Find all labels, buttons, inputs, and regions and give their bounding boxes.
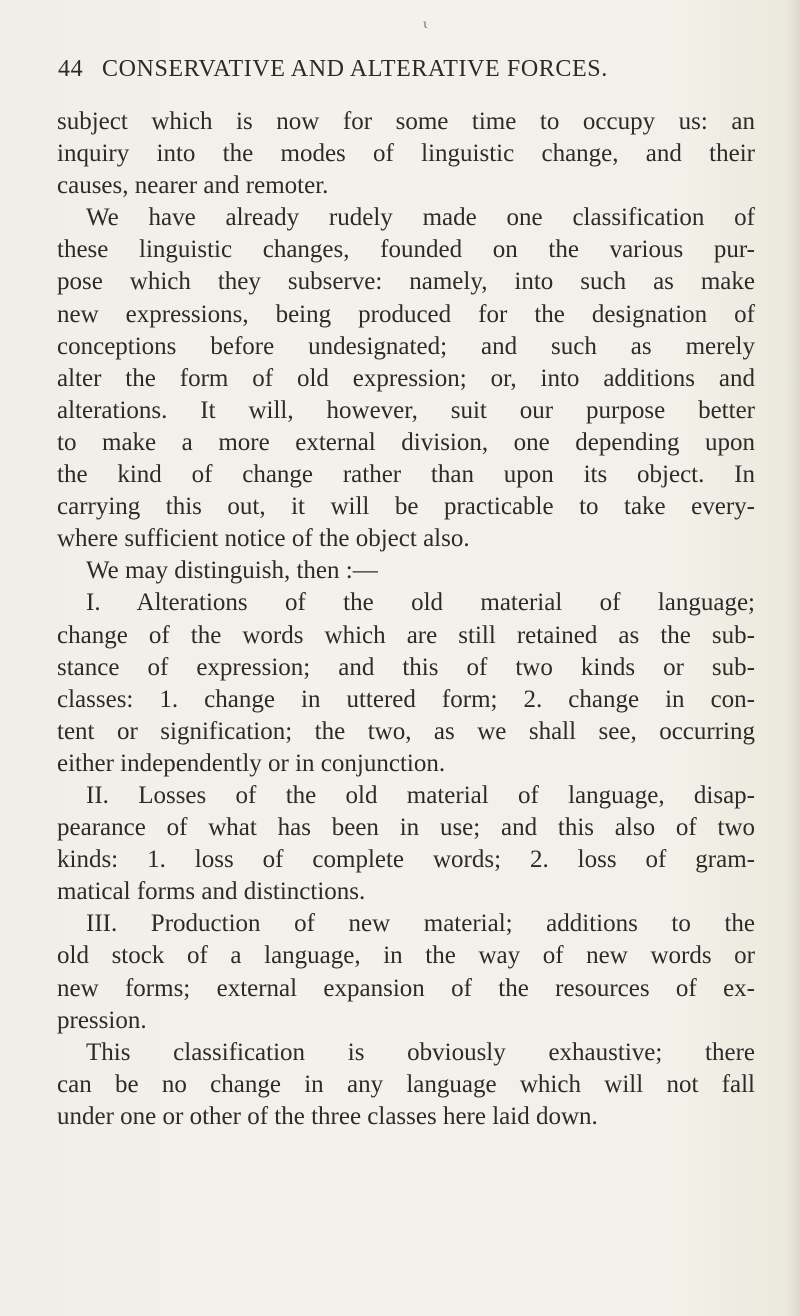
running-head: CONSERVATIVE AND ALTERATIVE FORCES. [102,56,608,82]
text-line: We have already rudely made one classification of [86,204,755,232]
text-line: can be no change in any language which will not fall [57,1070,755,1098]
text-line: This classification is obviously exhaustive; there [86,1038,755,1066]
text-line: carrying this out, it will be practicable to take every- [57,493,755,521]
text-line: new expressions, being produced for the designation of [57,300,755,328]
text-line: inquiry into the modes of linguistic change, and their [57,140,755,168]
text-line: alterations. It will, however, suit our purpose better [57,396,755,424]
text-line: I. Alterations of the old material of language; [86,589,755,617]
text-line: tent or signification; the two, as we shall see, occurring [57,717,755,745]
text-line: causes, nearer and remoter. [57,172,329,200]
text-line: under one or other of the three classes here laid down. [57,1102,598,1130]
text-line: change of the words which are still retained as the sub- [57,621,755,649]
text-line: pression. [57,1006,147,1034]
text-line: classes: 1. change in uttered form; 2. change in con- [57,685,755,713]
text-line: new forms; external expansion of the resources of ex- [57,974,755,1002]
text-line: where sufficient notice of the object also. [57,525,470,553]
text-line: subject which is now for some time to occupy us: an [57,108,755,135]
text-line: old stock of a language, in the way of new words or [57,942,755,970]
body-text [57,106,755,1133]
text-line: alter the form of old expression; or, into additions and [57,364,755,392]
text-line: III. Production of new material; additions to the [86,910,755,938]
page-number: 44 [58,56,84,82]
text-line: We may distinguish, then :— [86,557,378,585]
text-line: either independently or in conjunction. [57,749,446,777]
text-line: kinds: 1. loss of complete words; 2. loss of gram- [57,846,755,874]
text-line: matical forms and distinctions. [57,878,366,906]
text-line: pose which they subserve: namely, into such as make [57,268,755,296]
page-header [58,56,758,90]
text-line: to make a more external division, one depending upon [57,428,755,456]
text-line: conceptions before undesignated; and such as merely [57,332,755,360]
text-line: stance of expression; and this of two kinds or sub- [57,653,755,681]
page-edge-shadow [786,0,800,1316]
text-line: II. Losses of the old material of language, disap- [86,781,755,809]
top-printer-mark: ι [423,17,428,31]
text-line: pearance of what has been in use; and this also of two [57,814,755,842]
text-line: the kind of change rather than upon its object. In [57,461,755,489]
text-line: these linguistic changes, founded on the various pur- [57,236,755,264]
